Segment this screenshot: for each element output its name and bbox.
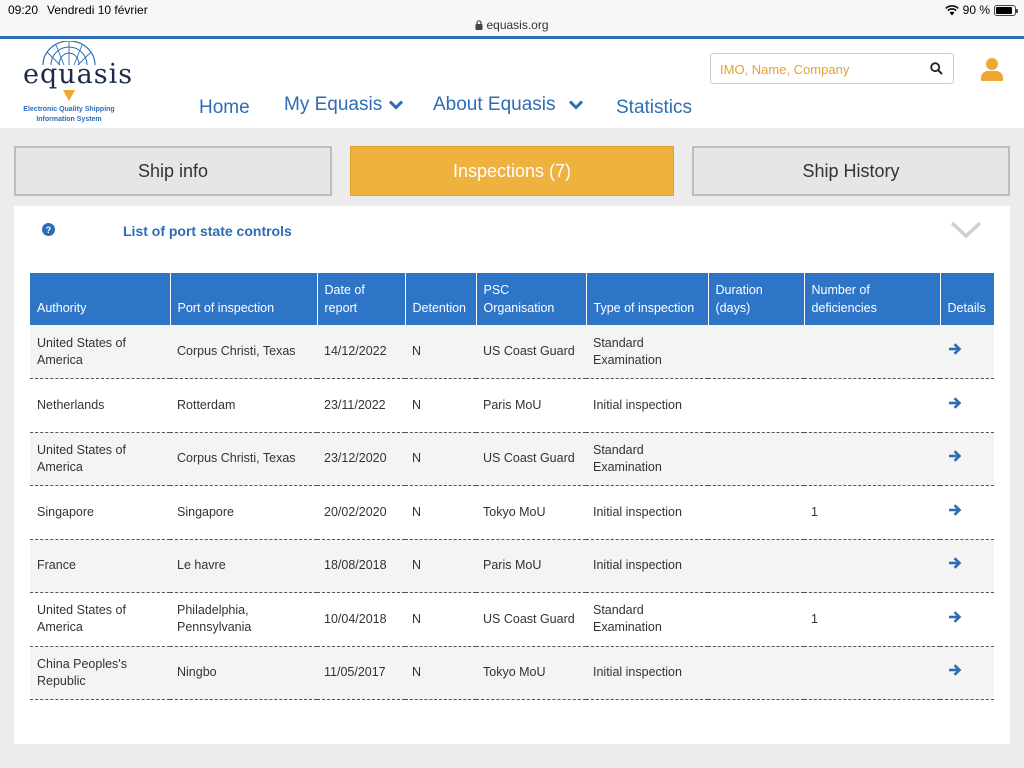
table-row: [30, 646, 994, 700]
inspection-type-cell: Initial inspection: [586, 539, 708, 593]
detention-cell: N: [405, 539, 476, 593]
battery-icon: [994, 5, 1016, 16]
deficiencies-cell: [804, 379, 940, 433]
details-cell: [940, 593, 994, 647]
logo-tagline: Electronic Quality Shipping Information System: [23, 106, 115, 123]
psc-cell: Tokyo MoU: [476, 646, 586, 700]
date-cell: 20/02/2020: [317, 486, 405, 540]
table-row: [30, 486, 994, 540]
tab-ship-history[interactable]: [692, 146, 1010, 196]
column-header: Date of report: [317, 273, 405, 325]
inspections-table: [30, 273, 994, 700]
deficiencies-cell: 1: [804, 486, 940, 540]
authority-cell: Netherlands: [30, 379, 170, 433]
arrow-right-icon[interactable]: [948, 557, 962, 569]
detention-cell: N: [405, 593, 476, 647]
column-header: Detention: [405, 273, 476, 325]
port-cell: Le havre: [170, 539, 317, 593]
port-cell: Philadelphia, Pennsylvania: [170, 593, 317, 647]
date-cell: 18/08/2018: [317, 539, 405, 593]
authority-cell: United States of America: [30, 432, 170, 486]
detention-cell: N: [405, 379, 476, 433]
inspection-type-cell: Standard Examination: [586, 325, 708, 379]
details-cell: [940, 379, 994, 433]
svg-text:?: ?: [45, 225, 52, 235]
search-box[interactable]: [710, 53, 954, 84]
duration-cell: [708, 646, 804, 700]
chevron-down-icon: [388, 99, 404, 111]
detention-cell: N: [405, 646, 476, 700]
authority-cell: United States of America: [30, 593, 170, 647]
wifi-icon: [945, 5, 959, 16]
details-cell: [940, 325, 994, 379]
inspection-type-cell: Standard Examination: [586, 593, 708, 647]
table-body: [30, 325, 994, 700]
port-cell: Corpus Christi, Texas: [170, 432, 317, 486]
authority-cell: United States of America: [30, 325, 170, 379]
table-row: [30, 432, 994, 486]
inspection-type-cell: Initial inspection: [586, 486, 708, 540]
deficiencies-cell: [804, 646, 940, 700]
arrow-right-icon[interactable]: [948, 397, 962, 409]
deficiencies-cell: [804, 432, 940, 486]
nav-my-equasis-label: My Equasis: [284, 94, 383, 115]
battery-fill: [996, 7, 1012, 14]
status-time: 09:20: [8, 3, 39, 17]
battery-percent: 90 %: [962, 3, 990, 17]
nav-my-equasis[interactable]: [284, 94, 404, 116]
tab-ship-history-label: Ship History: [802, 160, 900, 181]
port-cell: Corpus Christi, Texas: [170, 325, 317, 379]
duration-cell: [708, 325, 804, 379]
date-cell: 11/05/2017: [317, 646, 405, 700]
column-header: Number of deficiencies: [804, 273, 940, 325]
tab-inspections-label: Inspections (7): [452, 160, 572, 181]
nav-home[interactable]: [199, 97, 250, 119]
inspection-type-cell: Initial inspection: [586, 646, 708, 700]
inspection-type-cell: Standard Examination: [586, 432, 708, 486]
psc-cell: US Coast Guard: [476, 432, 586, 486]
arrow-right-icon[interactable]: [948, 450, 962, 462]
search-input[interactable]: [720, 59, 920, 79]
table-header-row: [30, 273, 994, 325]
detention-cell: N: [405, 486, 476, 540]
arrow-right-icon[interactable]: [948, 504, 962, 516]
arrow-right-icon[interactable]: [948, 611, 962, 623]
date-cell: 10/04/2018: [317, 593, 405, 647]
arrow-right-icon[interactable]: [948, 664, 962, 676]
details-cell: [940, 539, 994, 593]
help-icon[interactable]: [42, 223, 55, 236]
nav-home-label: Home: [199, 97, 250, 118]
deficiencies-cell: [804, 325, 940, 379]
column-header: Authority: [30, 273, 170, 325]
psc-cell: US Coast Guard: [476, 325, 586, 379]
date-cell: 23/11/2022: [317, 379, 405, 433]
psc-cell: Paris MoU: [476, 379, 586, 433]
tab-ship-info-label: Ship info: [137, 160, 209, 181]
panel-title: List of port state controls: [123, 223, 292, 239]
equasis-logo[interactable]: [18, 41, 134, 127]
chevron-down-icon[interactable]: [950, 220, 982, 240]
nav-about-equasis-label: About Equasis: [433, 94, 556, 115]
date-cell: 23/12/2020: [317, 432, 405, 486]
tab-inspections[interactable]: [350, 146, 674, 196]
address-url: equasis.org: [486, 18, 549, 32]
authority-cell: Singapore: [30, 486, 170, 540]
search-icon[interactable]: [930, 62, 943, 75]
details-cell: [940, 646, 994, 700]
deficiencies-cell: 1: [804, 593, 940, 647]
duration-cell: [708, 539, 804, 593]
site-header: [0, 39, 1024, 128]
column-header: PSC Organisation: [476, 273, 586, 325]
tab-ship-info[interactable]: [14, 146, 332, 196]
chevron-down-icon: [568, 99, 584, 111]
column-header: Type of inspection: [586, 273, 708, 325]
port-cell: Ningbo: [170, 646, 317, 700]
details-cell: [940, 486, 994, 540]
psc-cell: US Coast Guard: [476, 593, 586, 647]
column-header: Port of inspection: [170, 273, 317, 325]
psc-cell: Paris MoU: [476, 539, 586, 593]
nav-statistics-label: Statistics: [616, 97, 693, 118]
lock-icon: [475, 20, 483, 30]
column-header: Details: [940, 273, 994, 325]
port-cell: Singapore: [170, 486, 317, 540]
status-bar: [0, 0, 1024, 36]
logo-wordmark: equasis: [23, 59, 134, 90]
duration-cell: [708, 432, 804, 486]
column-header: Duration (days): [708, 273, 804, 325]
status-indicators: [945, 3, 1016, 17]
table-row: [30, 539, 994, 593]
deficiencies-cell: [804, 539, 940, 593]
inspection-type-cell: Initial inspection: [586, 379, 708, 433]
nav-about-equasis[interactable]: [433, 94, 584, 116]
arrow-right-icon[interactable]: [948, 343, 962, 355]
authority-cell: France: [30, 539, 170, 593]
details-cell: [940, 432, 994, 486]
nav-statistics[interactable]: [616, 97, 692, 119]
table-row: [30, 379, 994, 433]
duration-cell: [708, 379, 804, 433]
address-bar[interactable]: [0, 18, 1024, 32]
status-date: Vendredi 10 février: [47, 3, 148, 17]
user-account-icon[interactable]: [980, 57, 1004, 81]
date-cell: 14/12/2022: [317, 325, 405, 379]
port-cell: Rotterdam: [170, 379, 317, 433]
inspections-panel: [14, 206, 1010, 744]
authority-cell: China Peoples's Republic: [30, 646, 170, 700]
detention-cell: N: [405, 325, 476, 379]
detention-cell: N: [405, 432, 476, 486]
duration-cell: [708, 593, 804, 647]
logo-triangle-icon: [63, 90, 75, 101]
duration-cell: [708, 486, 804, 540]
psc-cell: Tokyo MoU: [476, 486, 586, 540]
table-row: [30, 593, 994, 647]
table-row: [30, 325, 994, 379]
